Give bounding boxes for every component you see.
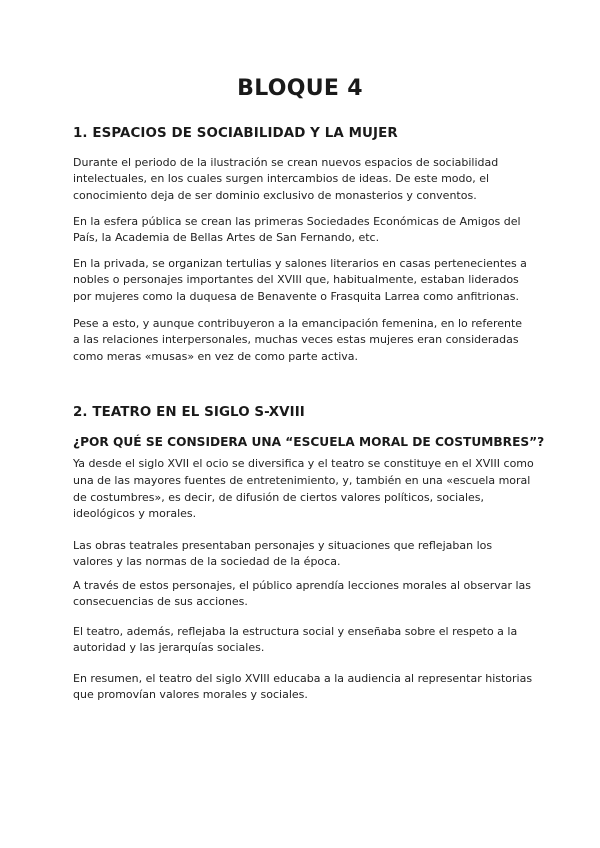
- text-line: El teatro, además, reflejaba la estructura social y enseñaba sobre el respeto a la: [73, 625, 518, 638]
- text-line: A través de estos personajes, el público aprendía lecciones morales al observar las: [73, 579, 532, 592]
- text-line: Pese a esto, y aunque contribuyeron a la emancipación femenina, en lo referente: [73, 317, 523, 330]
- page-title: BLOQUE 4: [237, 76, 363, 101]
- text-line: nobles o personajes importantes del XVIII que, habitualmente, estaban liderados: [73, 273, 519, 287]
- section-1-paragraph-4: [73, 316, 543, 365]
- text-line: consecuencias de sus acciones.: [73, 595, 248, 609]
- section-2-heading: 2. TEATRO EN EL SIGLO S-XVIII: [73, 405, 305, 420]
- text-line: autoridad y las jerarquías sociales.: [73, 641, 265, 655]
- section-1-heading: 1. ESPACIOS DE SOCIABILIDAD Y LA MUJER: [73, 126, 398, 141]
- text-line: Durante el periodo de la ilustración se crean nuevos espacios de sociabilidad: [73, 156, 499, 169]
- text-line: que promovían valores morales y sociales.: [73, 688, 308, 702]
- section-1-paragraph-1: [73, 155, 543, 204]
- section-1-paragraph-3: [73, 256, 543, 305]
- text-line: Las obras teatrales presentaban personajes y situaciones que reflejaban los: [73, 539, 493, 552]
- text-line: En la privada, se organizan tertulias y salones literarios en casas pertenecientes a: [73, 257, 527, 270]
- section-2-paragraph-3: [73, 578, 543, 611]
- text-line: valores y las normas de la sociedad de la época.: [73, 555, 341, 569]
- section-2-subheading: ¿POR QUÉ SE CONSIDERA UNA “ESCUELA MORAL DE COSTUMBRES”?: [73, 435, 545, 449]
- text-line: En la esfera pública se crean las primeras Sociedades Económicas de Amigos del: [73, 215, 521, 228]
- text-line: como meras «musas» en vez de como parte activa.: [73, 349, 359, 363]
- section-2-paragraph-2: [73, 538, 543, 571]
- text-line: En resumen, el teatro del siglo XVIII educaba a la audiencia al representar historias: [73, 672, 533, 685]
- section-2-paragraph-1: [73, 456, 543, 523]
- text-line: por mujeres como la duquesa de Benavente o Frasquita Larrea como anfitrionas.: [73, 289, 519, 303]
- section-2-paragraph-4: [73, 624, 543, 657]
- text-line: a las relaciones interpersonales, muchas veces estas mujeres eran consideradas: [73, 333, 519, 347]
- text-line: Ya desde el siglo XVII el ocio se diversifica y el teatro se constituye en el XVIII como: [73, 457, 534, 470]
- text-line: una de las mayores fuentes de entretenimiento, y, también en una «escuela moral: [73, 473, 531, 487]
- text-line: País, la Academia de Bellas Artes de San Fernando, etc.: [73, 231, 380, 245]
- section-1-paragraph-2: [73, 214, 543, 247]
- section-2-paragraph-5: [73, 671, 543, 704]
- text-line: conocimiento deja de ser dominio exclusivo de monasterios y conventos.: [73, 188, 477, 202]
- text-line: ideológicos y morales.: [73, 507, 197, 521]
- text-line: de costumbres», es decir, de difusión de ciertos valores políticos, sociales,: [73, 490, 484, 504]
- text-line: intelectuales, en los cuales surgen intercambios de ideas. De este modo, el: [73, 172, 490, 186]
